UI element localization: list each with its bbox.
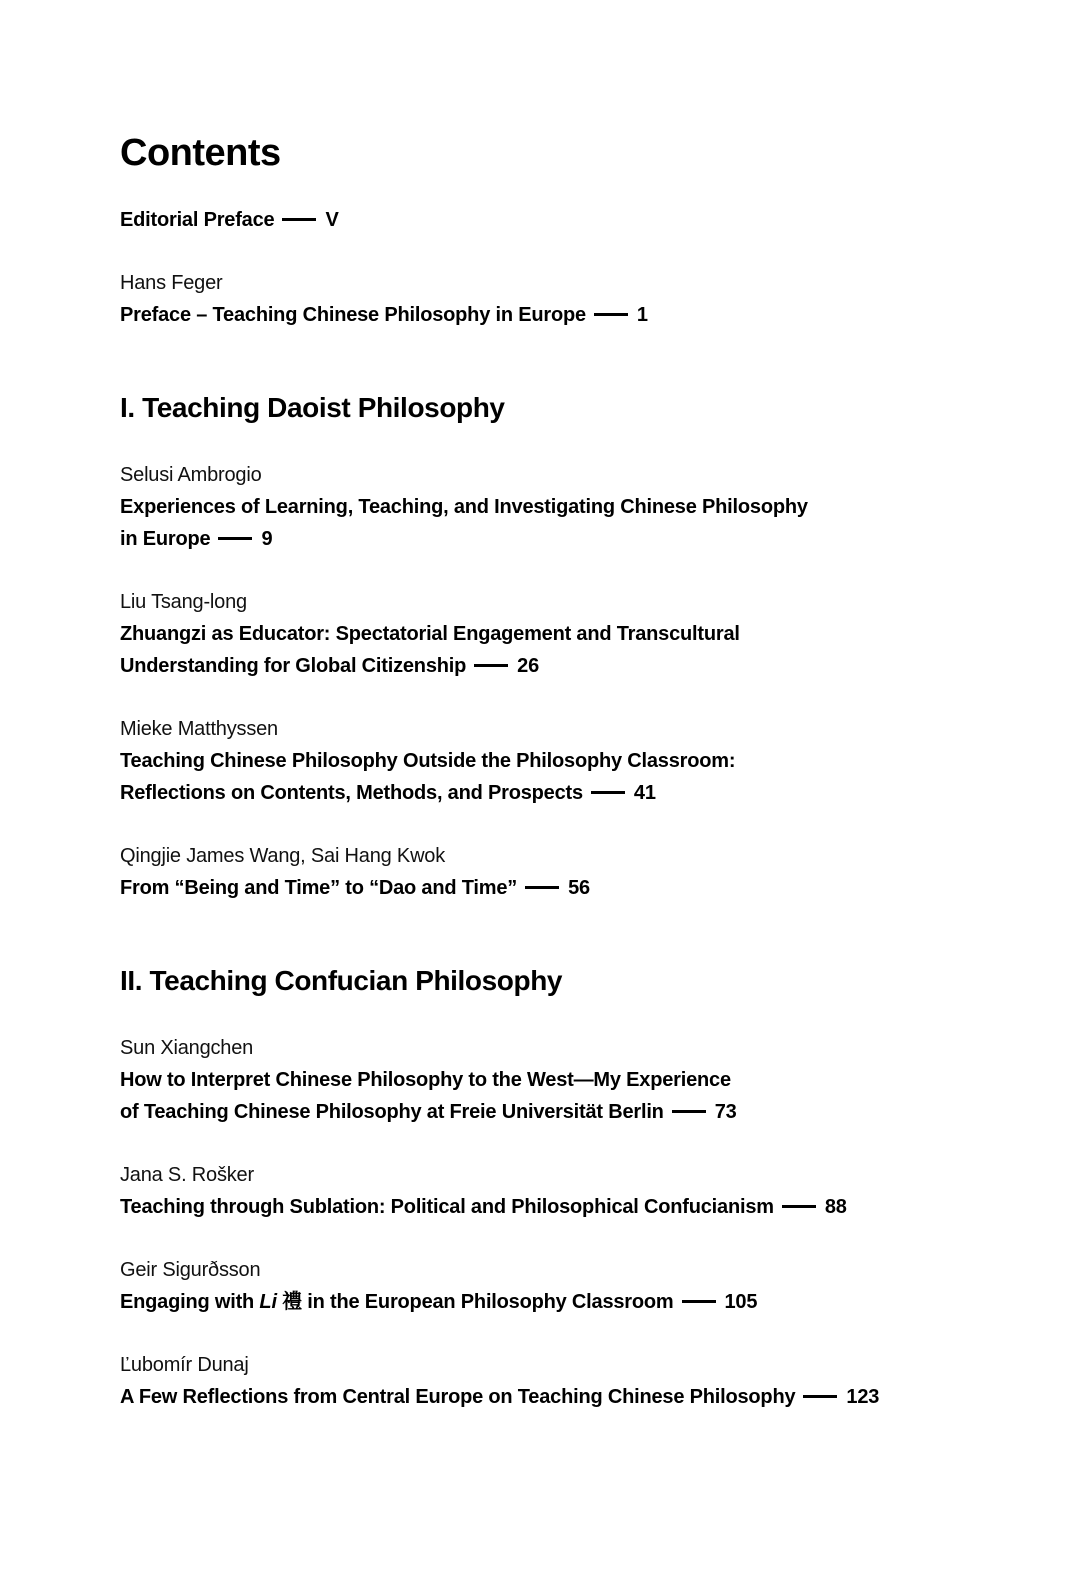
entry-title: Teaching through Sublation: Political and Philosophical Confucianism 88	[120, 1196, 847, 1218]
page-rule	[594, 313, 628, 316]
page-number: 26	[517, 655, 539, 677]
section-heading: II. Teaching Confucian Philosophy	[120, 965, 563, 996]
page-rule	[672, 1110, 706, 1113]
page-title: Contents	[120, 132, 281, 174]
author-name: Hans Feger	[120, 272, 223, 294]
page-rule	[474, 664, 508, 667]
entry-title: Teaching Chinese Philosophy Outside the Philosophy Classroom: Reflections on Contents, Methods, and Prospects 41	[120, 750, 736, 804]
toc-entry	[120, 267, 1045, 331]
toc-entry	[120, 204, 1045, 236]
toc-entry	[120, 1349, 1045, 1413]
page-number: 41	[633, 782, 656, 804]
entry-title: Zhuangzi as Educator: Spectatorial Engagement and Transcultural Understanding for Global Citizenship 26	[120, 623, 740, 677]
author-name: Mieke Matthyssen	[120, 718, 278, 740]
page-rule	[803, 1395, 837, 1398]
entry-title: How to Interpret Chinese Philosophy to the West—My Experience of Teaching Chinese Philosophy at Freie Universität Berlin 73	[120, 1069, 737, 1123]
entry-title: Experiences of Learning, Teaching, and Investigating Chinese Philosophy in Europe 9	[120, 496, 808, 550]
page-number: 88	[824, 1196, 847, 1218]
page-number: 73	[714, 1101, 737, 1123]
page-number: 105	[724, 1291, 758, 1313]
entry-title: Editorial Preface V	[120, 209, 339, 231]
toc-entry	[120, 1032, 1045, 1128]
page-number: 1	[636, 304, 648, 326]
toc-entry	[120, 1159, 1045, 1223]
page-number: 56	[568, 877, 590, 899]
entry-title: A Few Reflections from Central Europe on Teaching Chinese Philosophy 123	[120, 1386, 880, 1408]
page-rule	[591, 791, 625, 794]
author-name: Selusi Ambrogio	[120, 464, 262, 486]
page-number: 9	[261, 528, 273, 550]
entry-title: Preface – Teaching Chinese Philosophy in Europe 1	[120, 304, 648, 326]
page-rule	[782, 1205, 816, 1208]
author-name: Qingjie James Wang, Sai Hang Kwok	[120, 845, 446, 867]
section-heading: I. Teaching Daoist Philosophy	[120, 392, 505, 423]
table-of-contents	[120, 204, 1045, 1413]
page-rule	[682, 1300, 716, 1303]
author-name: Liu Tsang-long	[120, 591, 247, 613]
toc-entry	[120, 1254, 1045, 1318]
entry-title: Engaging with Li 禮 in the European Philosophy Classroom 105	[120, 1291, 758, 1313]
page-number: 123	[846, 1386, 880, 1408]
author-name: Jana S. Rošker	[120, 1164, 254, 1186]
toc-entry	[120, 459, 1045, 555]
author-name: Ľubomír Dunaj	[120, 1354, 249, 1376]
entry-title: From “Being and Time” to “Dao and Time” 56	[120, 877, 590, 899]
toc-entry	[120, 713, 1045, 809]
toc-entry	[120, 840, 1045, 904]
author-name: Sun Xiangchen	[120, 1037, 254, 1059]
author-name: Geir Sigurðsson	[120, 1259, 261, 1281]
toc-entry	[120, 586, 1045, 682]
page-rule	[218, 537, 252, 540]
page-rule	[525, 886, 559, 889]
page-rule	[282, 218, 316, 221]
page-number: V	[325, 209, 339, 231]
